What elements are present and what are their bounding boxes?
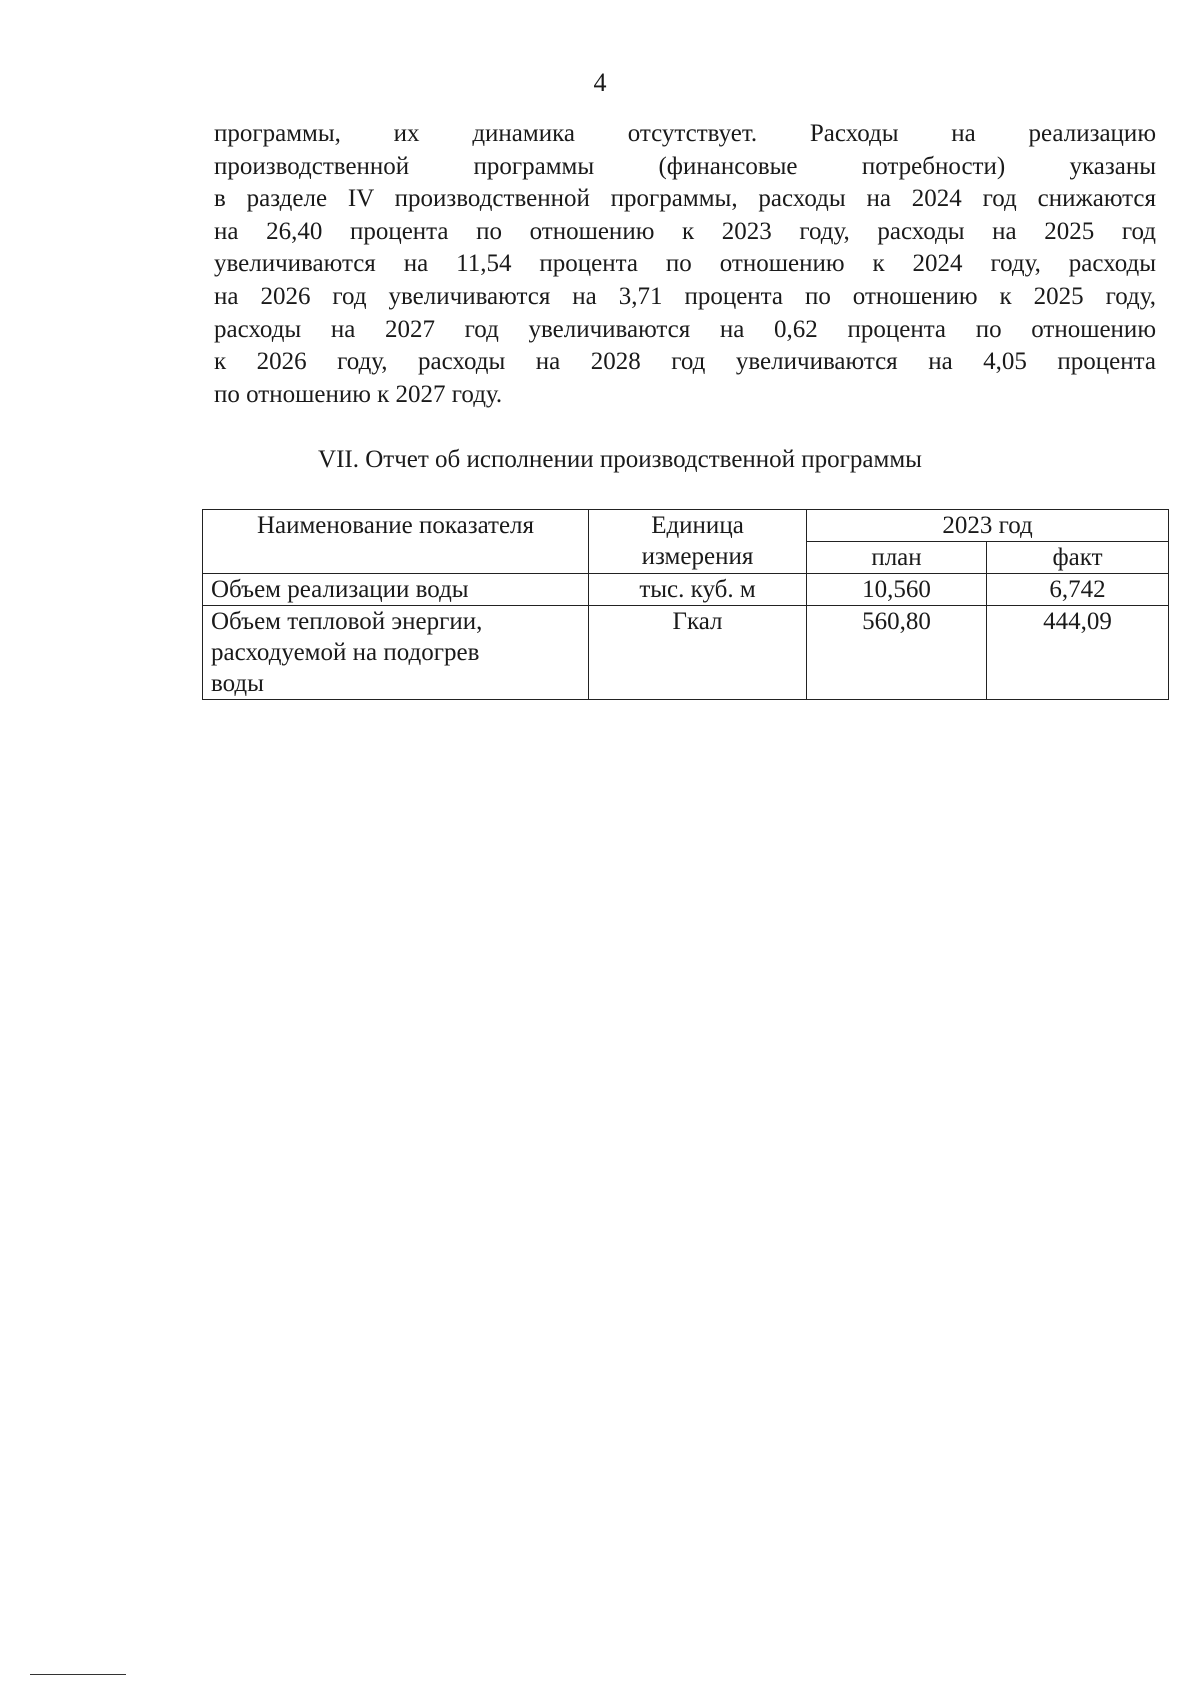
- cell-plan: 560,80: [807, 606, 987, 700]
- table-header-row: [203, 510, 1169, 542]
- paragraph-line: программы, их динамика отсутствует. Расходы на реализацию: [214, 120, 1156, 147]
- table-row: [203, 606, 1169, 700]
- page-number: 4: [593, 68, 607, 97]
- header-unit-line: измерения: [641, 543, 754, 570]
- paragraph-line: расходы на 2027 год увеличиваются на 0,62 процента по отношению: [214, 315, 1156, 343]
- header-unit-line: Единица: [651, 512, 744, 539]
- cell-indicator: [203, 606, 589, 700]
- paragraph-line: в разделе IV производственной программы, расходы на 2024 год снижаются: [214, 185, 1156, 213]
- cell-indicator-line: Объем тепловой энергии,: [211, 608, 483, 635]
- paragraph-line: производственной программы (финансовые потребности) указаны: [214, 152, 1156, 180]
- table-row: [203, 574, 1169, 606]
- header-year: 2023 год: [807, 510, 1169, 542]
- scan-mark-line: [30, 1674, 126, 1675]
- cell-indicator: Объем реализации воды: [203, 574, 589, 606]
- cell-unit: тыс. куб. м: [589, 574, 807, 606]
- cell-plan: 10,560: [807, 574, 987, 606]
- header-plan: план: [807, 542, 987, 574]
- header-unit: [589, 510, 807, 574]
- paragraph-line: на 2026 год увеличиваются на 3,71 процента по отношению к 2025 году,: [214, 282, 1156, 310]
- header-indicator: Наименование показателя: [203, 510, 589, 574]
- body-paragraph: [214, 118, 1156, 411]
- production-report-table: [202, 509, 1169, 700]
- header-fact: факт: [987, 542, 1169, 574]
- cell-indicator-line: расходуемой на подогрев: [211, 639, 480, 666]
- paragraph-line: увеличиваются на 11,54 процента по отношению к 2024 году, расходы: [214, 250, 1156, 278]
- paragraph-line: по отношению к 2027 году.: [214, 380, 503, 408]
- cell-unit: Гкал: [589, 606, 807, 700]
- section-heading: VII. Отчет об исполнении производственной программы: [318, 446, 922, 473]
- paragraph-line: на 26,40 процента по отношению к 2023 году, расходы на 2025 год: [214, 217, 1156, 245]
- cell-indicator-line: воды: [211, 670, 264, 697]
- cell-fact: 444,09: [987, 606, 1169, 700]
- cell-fact: 6,742: [987, 574, 1169, 606]
- paragraph-line: к 2026 году, расходы на 2028 год увеличиваются на 4,05 процента: [214, 348, 1156, 376]
